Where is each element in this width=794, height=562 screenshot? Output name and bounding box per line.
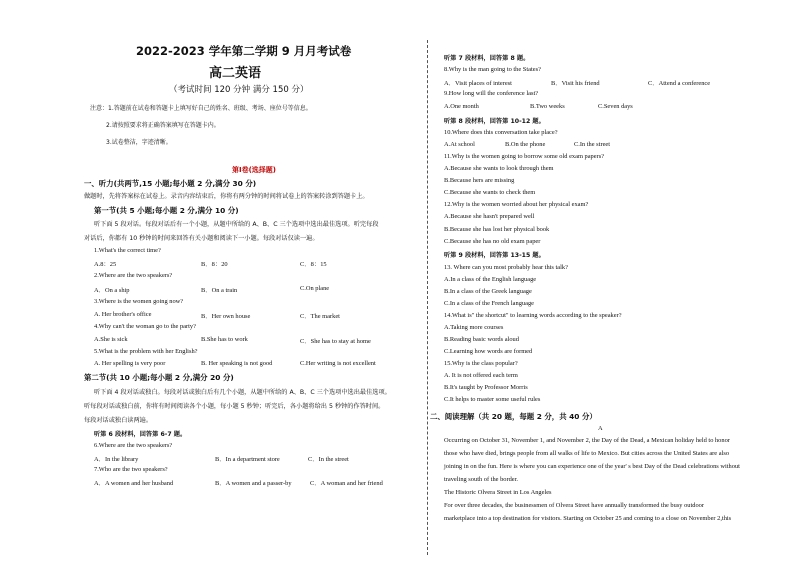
passage-line-1: Occurring on October 31, November 1, and November 2, the Day of the Dead, a Mexican holiday held to honor	[444, 437, 730, 444]
question-3: 3.Where is the women going now?	[94, 298, 184, 305]
passage-7-label: 听第 7 段材料，回答第 8 题。	[444, 55, 530, 62]
q3-option-c: C．The market	[300, 313, 340, 320]
q1-option-a: A.8：25	[94, 261, 117, 268]
listening-heading: 一、听力(共两节,15 小题;每小题 2 分,满分 30 分)	[84, 179, 257, 188]
question-5: 5.What is the problem with her English?	[94, 348, 198, 355]
q7-option-c: C．A woman and her friend	[310, 480, 383, 487]
q12-option-b: B.Because she has lost her physical book	[444, 226, 550, 233]
question-2: 2.Where are the two speakers?	[94, 272, 173, 279]
passage-line-3: joining in on the fun. Here is where you can experience one of the year' s best Day of the Dead celebrations without	[444, 463, 740, 470]
section2-instruction-1: 听下面 4 段对话或独白。每段对话或独白后有几个小题，从题中所给的 A、B、C 三个选项中选出最佳选项。	[94, 389, 391, 396]
question-6: 6.Where are the two speakers?	[94, 442, 173, 449]
q3-option-b: B．Her own house	[201, 313, 251, 320]
q15-option-b: B.It's taught by Professor Morris	[444, 384, 528, 391]
q4-option-a: A.She is sick	[94, 336, 128, 343]
exam-info: （考试时间 120 分钟 满分 150 分）	[169, 85, 309, 95]
q10-option-c: C.In the street	[574, 141, 611, 148]
passage-subheading: The Historic Olvera Street in Los Angeles	[444, 489, 552, 496]
note-1: 注意：1.答题前在试卷和答题卡上填写好自己的姓名、班级、考场、座位号等信息。	[90, 105, 312, 112]
q5-option-c: C.Her writing is not excellent	[300, 360, 376, 367]
listening-intro: 做题时，先将答案标在试卷上。录音内容结束后，你将有两分钟的时间将试卷上的答案转涂到答题卡上。	[84, 193, 369, 200]
q12-option-c: C.Because she has no old exam paper	[444, 238, 541, 245]
question-13: 13. Where can you most probably hear this talk?	[444, 264, 568, 271]
question-9: 9.How long will the conference last?	[444, 90, 539, 97]
question-7: 7.Who are the two speakers?	[94, 466, 168, 473]
q14-option-b: B.Reading basic words aloud	[444, 336, 519, 343]
q10-option-b: B.On the phone	[505, 141, 546, 148]
section2-instruction-3: 每段对话或独白读两遍。	[84, 417, 153, 424]
q7-option-a: A．A women and her husband	[94, 480, 174, 487]
q14-option-a: A.Taking more courses	[444, 324, 504, 331]
q9-option-b: B.Two weeks	[530, 103, 565, 110]
section1-heading: 第一节(共 5 小题;每小题 2 分,满分 10 分)	[94, 206, 239, 215]
passage-line-4: traveling south of the border.	[444, 476, 519, 483]
q9-option-c: C.Seven days	[598, 103, 633, 110]
q5-option-a: A. Her spelling is very poor	[94, 360, 166, 367]
q15-option-a: A. It is not offered each term	[444, 372, 518, 379]
reading-passage-a-label: A	[598, 425, 603, 432]
q2-option-a: A．On a ship	[94, 287, 130, 294]
note-3: 3.试卷整洁，字迹清晰。	[106, 139, 172, 146]
passage-8-label: 听第 8 段材料，回答第 10-12 题。	[444, 118, 545, 125]
exam-title: 2022-2023 学年第二学期 9 月月考试卷	[136, 44, 352, 58]
question-10: 10.Where does this conversation take place?	[444, 129, 558, 136]
subject-title: 高二英语	[209, 66, 262, 81]
q1-option-c: C．8：15	[300, 261, 327, 268]
q6-option-c: C．In the street	[308, 456, 349, 463]
q15-option-c: C.It helps to master some useful rules	[444, 396, 541, 403]
passage-line-6: For over three decades, the businessmen of Olvera Street have annually transformed the busy outdoor	[444, 502, 704, 509]
q3-option-a: A. Her brother's office	[94, 311, 152, 318]
section2-passage-6: 听第 6 段材料，回答第 6-7 题。	[94, 431, 187, 438]
q2-option-c: C.On plane	[300, 285, 330, 292]
passage-9-label: 听第 9 段材料，回答第 13-15 题。	[444, 252, 545, 259]
column-divider	[427, 40, 428, 555]
q12-option-a: A.Because she hasn't prepared well	[444, 213, 535, 220]
q8-option-a: A．Visit places of interest	[444, 80, 512, 87]
q1-option-b: B．8：20	[201, 261, 228, 268]
q10-option-a: A.At school	[444, 141, 475, 148]
q13-option-b: B.In a class of the Greek language	[444, 288, 532, 295]
question-4: 4.Why can't the woman go to the party?	[94, 323, 196, 330]
q6-option-b: B．In a department store	[215, 456, 280, 463]
question-11: 11.Why is the women going to borrow some old exam papers?	[444, 153, 605, 160]
q14-option-c: C.Learning how words are formed	[444, 348, 533, 355]
q13-option-c: C.In a class of the French language	[444, 300, 534, 307]
q4-option-c: C．She has to stay at home	[300, 338, 371, 345]
passage-line-2: those who have died, brings people from all walks of life to Mexico. But cities across the United States are also	[444, 450, 730, 457]
section2-instruction-2: 听每段对话或独白前，你将有时间阅读各个小题，每小题 5 秒钟；听完后，各小题将给出 5 秒钟的作答时间。	[84, 403, 385, 410]
q2-option-b: B．On a train	[201, 287, 238, 294]
q8-option-c: C．Attend a conference	[648, 80, 711, 87]
q5-option-b: B. Her speaking is not good	[201, 360, 273, 367]
part1-label: 第Ⅰ卷(选择题)	[232, 166, 277, 174]
q4-option-b: B.She has to work	[201, 336, 248, 343]
q8-option-b: B．Visit his friend	[551, 80, 600, 87]
question-12: 12.Why is the women worried about her physical exam?	[444, 201, 589, 208]
question-15: 15.Why is the class popular?	[444, 360, 518, 367]
q9-option-a: A.One month	[444, 103, 479, 110]
note-2: 2.请按照要求将正确答案填写在答题卡内。	[106, 122, 220, 129]
q11-option-c: C.Because she wants to check them	[444, 189, 536, 196]
q13-option-a: A.In a class of the English language	[444, 276, 537, 283]
section1-instruction-1: 听下面 5 段对话。每段对话后有一个小题，从题中所给的 A、B、C 三个选项中选出最佳选项。听完每段	[94, 221, 379, 228]
reading-heading: 二、阅读理解（共 20 题，每题 2 分，共 40 分）	[430, 412, 597, 421]
question-8: 8.Why is the man going to the States?	[444, 66, 541, 73]
q7-option-b: B．A women and a passer-by	[215, 480, 292, 487]
question-14: 14.What is" the shortcut" to learning words according to the speaker?	[444, 312, 622, 319]
q11-option-b: B.Because hers are missing	[444, 177, 515, 184]
section2-heading: 第二节(共 10 小题;每小题 2 分,满分 20 分)	[84, 373, 234, 382]
q6-option-a: A．In the library	[94, 456, 139, 463]
section1-instruction-2: 对话后，你都有 10 秒钟的时间来回答有关小题和阅读下一小题。每段对话仅读一遍。	[84, 235, 319, 242]
passage-line-7: marketplace into a top destination for visitors. Starting on October 25 and coming to a close on November 2,this	[444, 515, 732, 522]
question-1: 1.What's the correct time?	[94, 247, 161, 254]
q11-option-a: A.Because she wants to look through them	[444, 165, 554, 172]
